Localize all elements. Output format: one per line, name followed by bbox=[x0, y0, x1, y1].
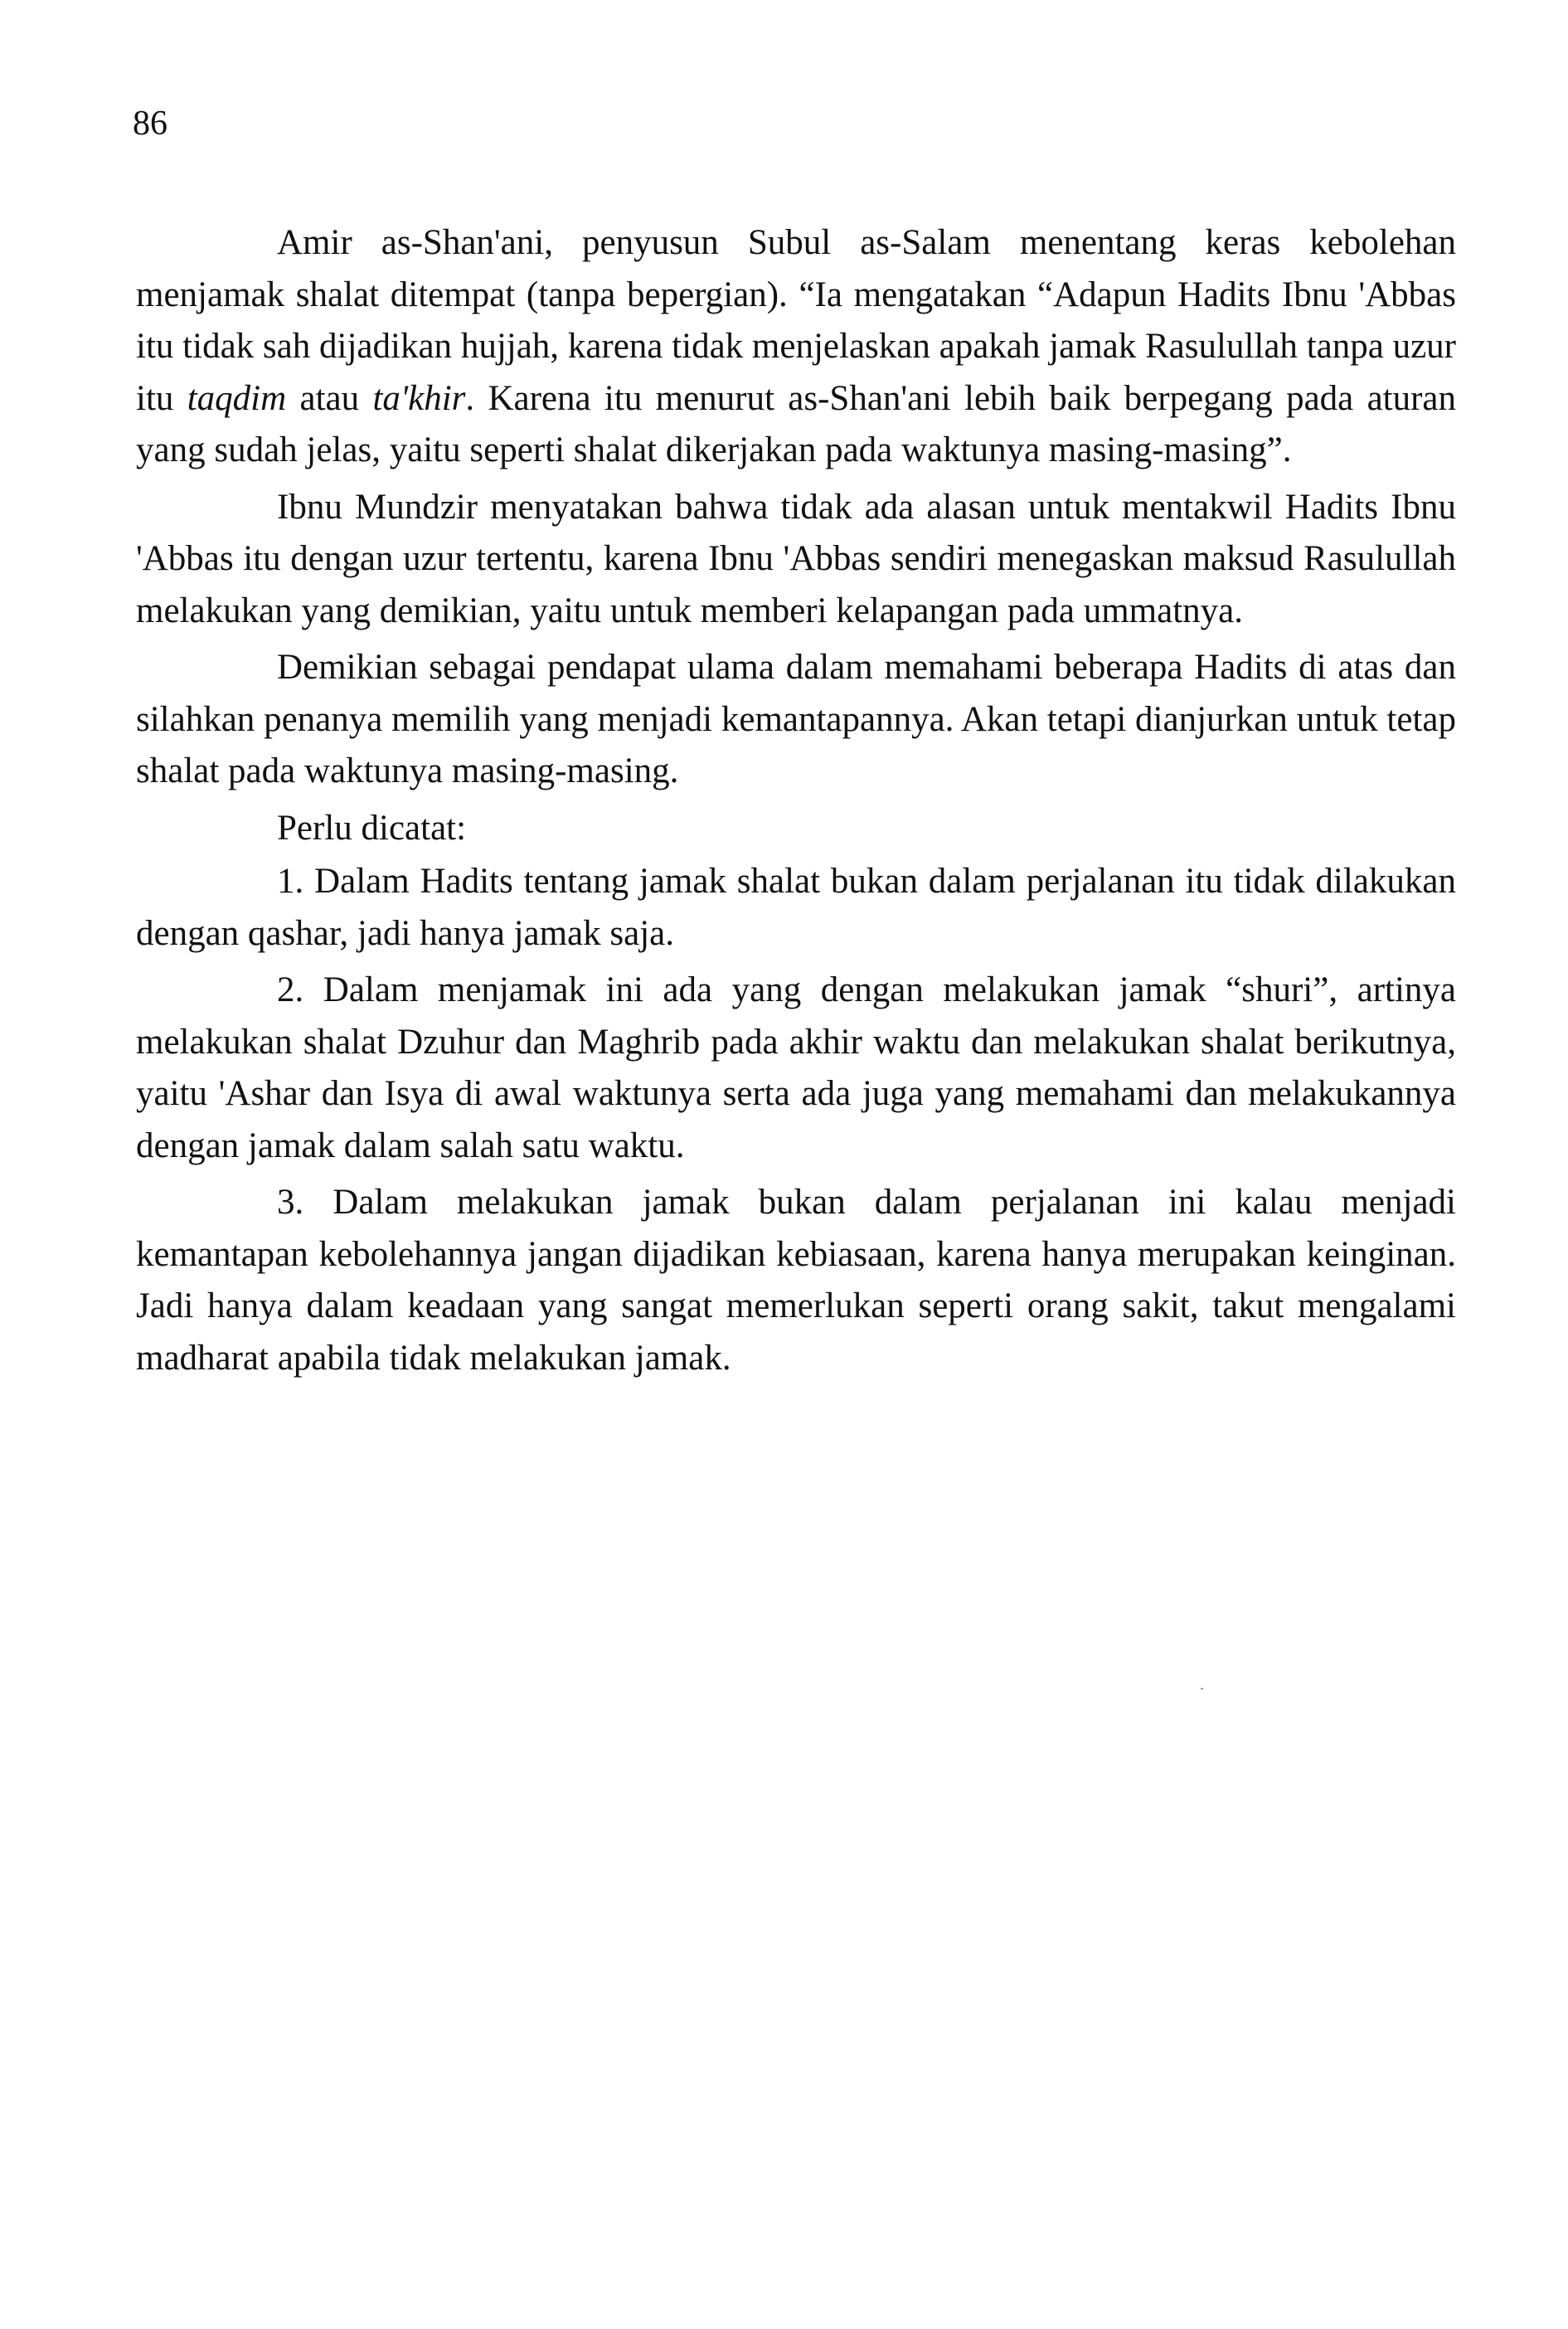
paragraph-text: . Karena itu menurut as-Shan'ani lebih baik berpegang pada aturan yang sudah jelas, yaitu seperti shalat dikerjakan pada waktunya masing-masing”. bbox=[136, 378, 1457, 469]
note-item-3: 3. Dalam melakukan jamak bukan dalam perjalanan ini kalau menjadi kemantapan kebolehannya jangan dijadikan kebiasaan, karena hanya merupakan keinginan. Jadi hanya dalam keadaan yang sangat memerlukan seperti orang sakit, takut mengalami madharat apabila tidak melakukan jamak. bbox=[136, 1183, 1456, 1378]
paragraph-ibnu-mundzir: Ibnu Mundzir menyatakan bahwa tidak ada alasan untuk mentakwil Hadits Ibnu 'Abbas itu dengan uzur tertentu, karena Ibnu 'Abbas sendiri menegaskan maksud Rasulullah melakukan yang demikian, yaitu untuk memberi kelapangan pada ummatnya. bbox=[136, 487, 1456, 630]
note-item-1: 1. Dalam Hadits tentang jamak shalat bukan dalam perjalanan itu tidak dilakukan dengan qashar, jadi hanya jamak saja. bbox=[136, 862, 1456, 953]
italic-term-takhir: ta'khir bbox=[372, 378, 466, 418]
scan-speck bbox=[1201, 1688, 1203, 1690]
paragraph-conclusion: Demikian sebagai pendapat ulama dalam memahami beberapa Hadits di atas dan silahkan penanya memilih yang menjadi kemantapannya. Akan tetapi dianjurkan untuk tetap shalat pada waktunya masing-masing. bbox=[136, 648, 1456, 790]
paragraph-as-shanani bbox=[136, 217, 1456, 477]
paragraph-text: atau bbox=[286, 378, 373, 418]
italic-term-taqdim: taqdim bbox=[187, 378, 287, 418]
page-number: 86 bbox=[133, 105, 167, 143]
notes-heading: Perlu dicatat: bbox=[277, 808, 467, 848]
paragraph-text: Amir as-Shan'ani, penyusun Subul as-Salam menentang keras kebolehan menjamak shalat ditempat (tanpa bepergian). “Ia mengatakan “Adapun Hadits Ibnu 'Abbas itu tidak sah dijadikan hujjah, karena tidak menjelaskan apakah jamak Rasulullah tanpa uzur itu bbox=[136, 223, 1456, 418]
note-item-2: 2. Dalam menjamak ini ada yang dengan melakukan jamak “shuri”, artinya melakukan shalat Dzuhur dan Maghrib pada akhir waktu dan melakukan shalat berikutnya, yaitu 'Ashar dan Isya di awal waktunya serta ada juga yang memahami dan melakukannya dengan jamak dalam salah satu waktu. bbox=[136, 970, 1456, 1165]
page-body bbox=[136, 217, 1456, 1389]
